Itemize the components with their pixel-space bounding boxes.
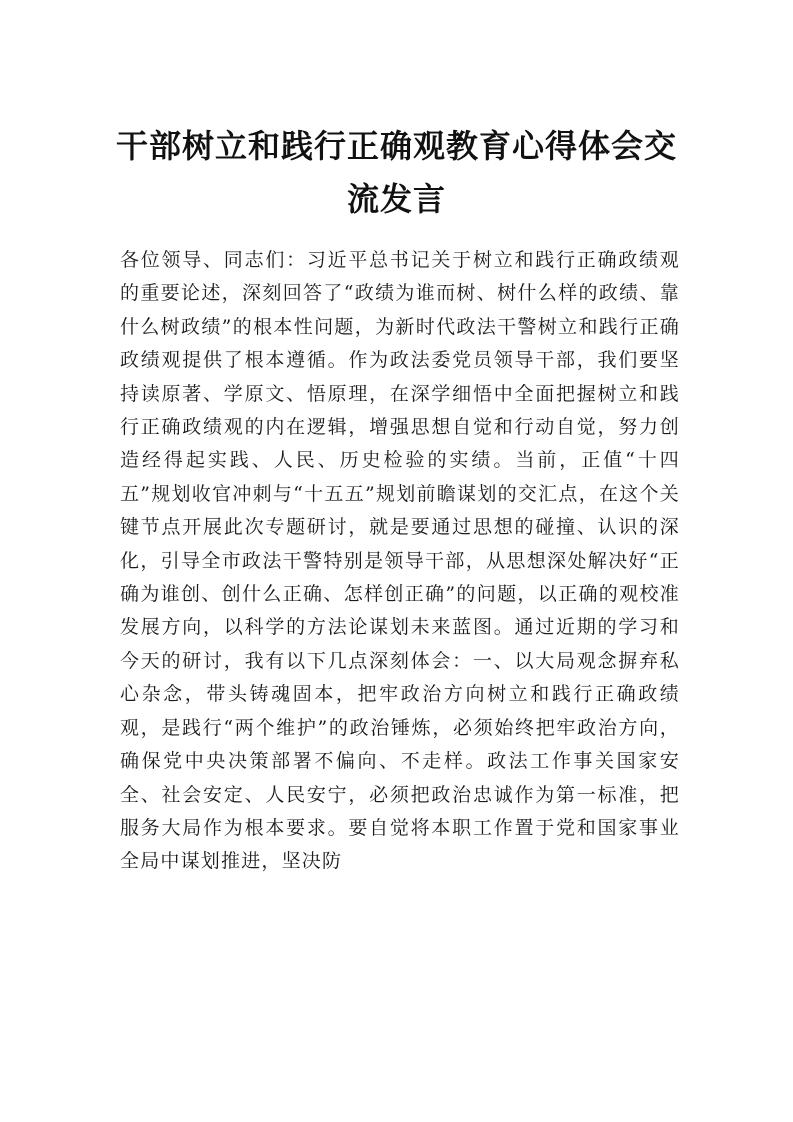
document-body-text: 各位领导、同志们：习近平总书记关于树立和践行正确政绩观的重要论述，深刻回答了“政绩为谁而树、树什么样的政绩、靠什么树政绩”的根本性问题，为新时代政法干警树立和践行正确政绩观提供了根本遵循。作为政法委党员领导干部，我们要坚持读原著、学原文、悟原理，在深学细悟中全面把握树立和践行正确政绩观的内在逻辑，增强思想自觉和行动自觉，努力创造经得起实践、人民、历史检验的实绩。当前，正值“十四五”规划收官冲刺与“十五五”规划前瞻谋划的交汇点，在这个关键节点开展此次专题研讨，就是要通过思想的碰撞、认识的深化，引导全市政法干警特别是领导干部，从思想深处解决好“正确为谁创、创什么正确、怎样创正确”的问题，以正确的观校准发展方向，以科学的方法论谋划未来蓝图。通过近期的学习和今天的研讨，我有以下几点深刻体会：一、以大局观念摒弃私心杂念，带头铸魂固本，把牢政治方向树立和践行正确政绩观，是践行“两个维护”的政治锤炼，必须始终把牢政治方向，确保党中央决策部署不偏向、不走样。政法工作事关国家安全、社会安定、人民安宁，必须把政治忠诚作为第一标准，把服务大局作为根本要求。要自觉将本职工作置于党和国家事业全局中谋划推进，坚决防 <box>120 249 680 873</box>
document-title: 干部树立和践行正确观教育心得体会交流发言 <box>115 127 677 218</box>
